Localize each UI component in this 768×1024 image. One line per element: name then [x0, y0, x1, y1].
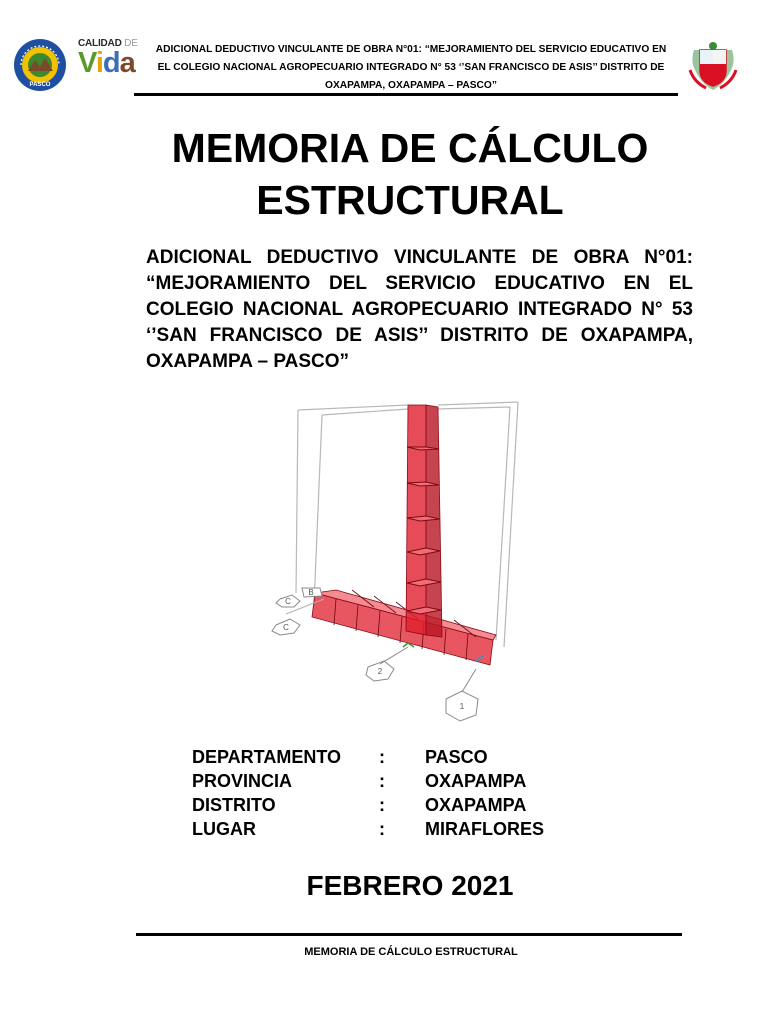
document-title [120, 122, 700, 226]
document-date: FEBRERO 2021 [306, 870, 514, 901]
location-row-distrito [192, 795, 592, 819]
grid-label-c2: C [283, 623, 289, 632]
grid-label-c: C [285, 597, 291, 606]
grid-label-2: 2 [377, 667, 383, 676]
location-label: DEPARTAMENTO [192, 747, 342, 767]
location-value: PASCO [425, 747, 488, 767]
title-line-1: MEMORIA DE CÁLCULO [171, 125, 649, 171]
header-divider [134, 93, 678, 96]
svg-text:PASCO: PASCO [29, 82, 51, 88]
location-separator: : [379, 795, 385, 815]
gobierno-regional-pasco-logo [13, 38, 67, 92]
location-value: OXAPAMPA [425, 795, 527, 815]
title-line-2: ESTRUCTURAL [256, 177, 564, 223]
structural-model-figure [258, 385, 570, 730]
project-description: ADICIONAL DEDUCTIVO VINCULANTE DE OBRA N°01: “MEJORAMIENTO DEL SERVICIO EDUCATIVO EN EL COLEGIO NACIONAL AGROPECUARIO INTEGRADO N° 53 ‘’SAN FRANCISCO DE ASIS’’ DISTRITO DE OXAPAMPA, OXAPAMPA – PASCO” [146, 247, 693, 372]
footer-title: MEMORIA DE CÁLCULO ESTRUCTURAL [304, 946, 518, 958]
location-row-departamento [192, 747, 592, 771]
footer-divider [136, 933, 682, 936]
grid-label-b: B [308, 588, 314, 597]
header-project-title: ADICIONAL DEDUCTIVO VINCULANTE DE OBRA N°01: “MEJORAMIENTO DEL SERVICIO EDUCATIVO EN EL COLEGIO NACIONAL AGROPECUARIO INTEGRADO N° 53 ‘’SAN FRANCISCO DE ASIS’’ DISTRITO DE OXAPAMPA, OXAPAMPA – PASCO” [155, 44, 667, 91]
location-separator: : [379, 819, 385, 839]
grid-label-1: 1 [459, 702, 465, 711]
location-value: OXAPAMPA [425, 771, 527, 791]
location-table [192, 747, 592, 843]
location-row-lugar [192, 819, 592, 843]
calidad-de-vida-logo: CALIDAD DE Vida [78, 38, 138, 79]
location-label: PROVINCIA [192, 771, 293, 791]
peru-coat-of-arms-icon [688, 40, 738, 92]
location-label: DISTRITO [192, 795, 276, 815]
location-separator: : [379, 747, 385, 767]
location-separator: : [379, 771, 385, 791]
location-row-provincia [192, 771, 592, 795]
location-value: MIRAFLORES [425, 819, 544, 839]
location-label: LUGAR [192, 819, 256, 839]
